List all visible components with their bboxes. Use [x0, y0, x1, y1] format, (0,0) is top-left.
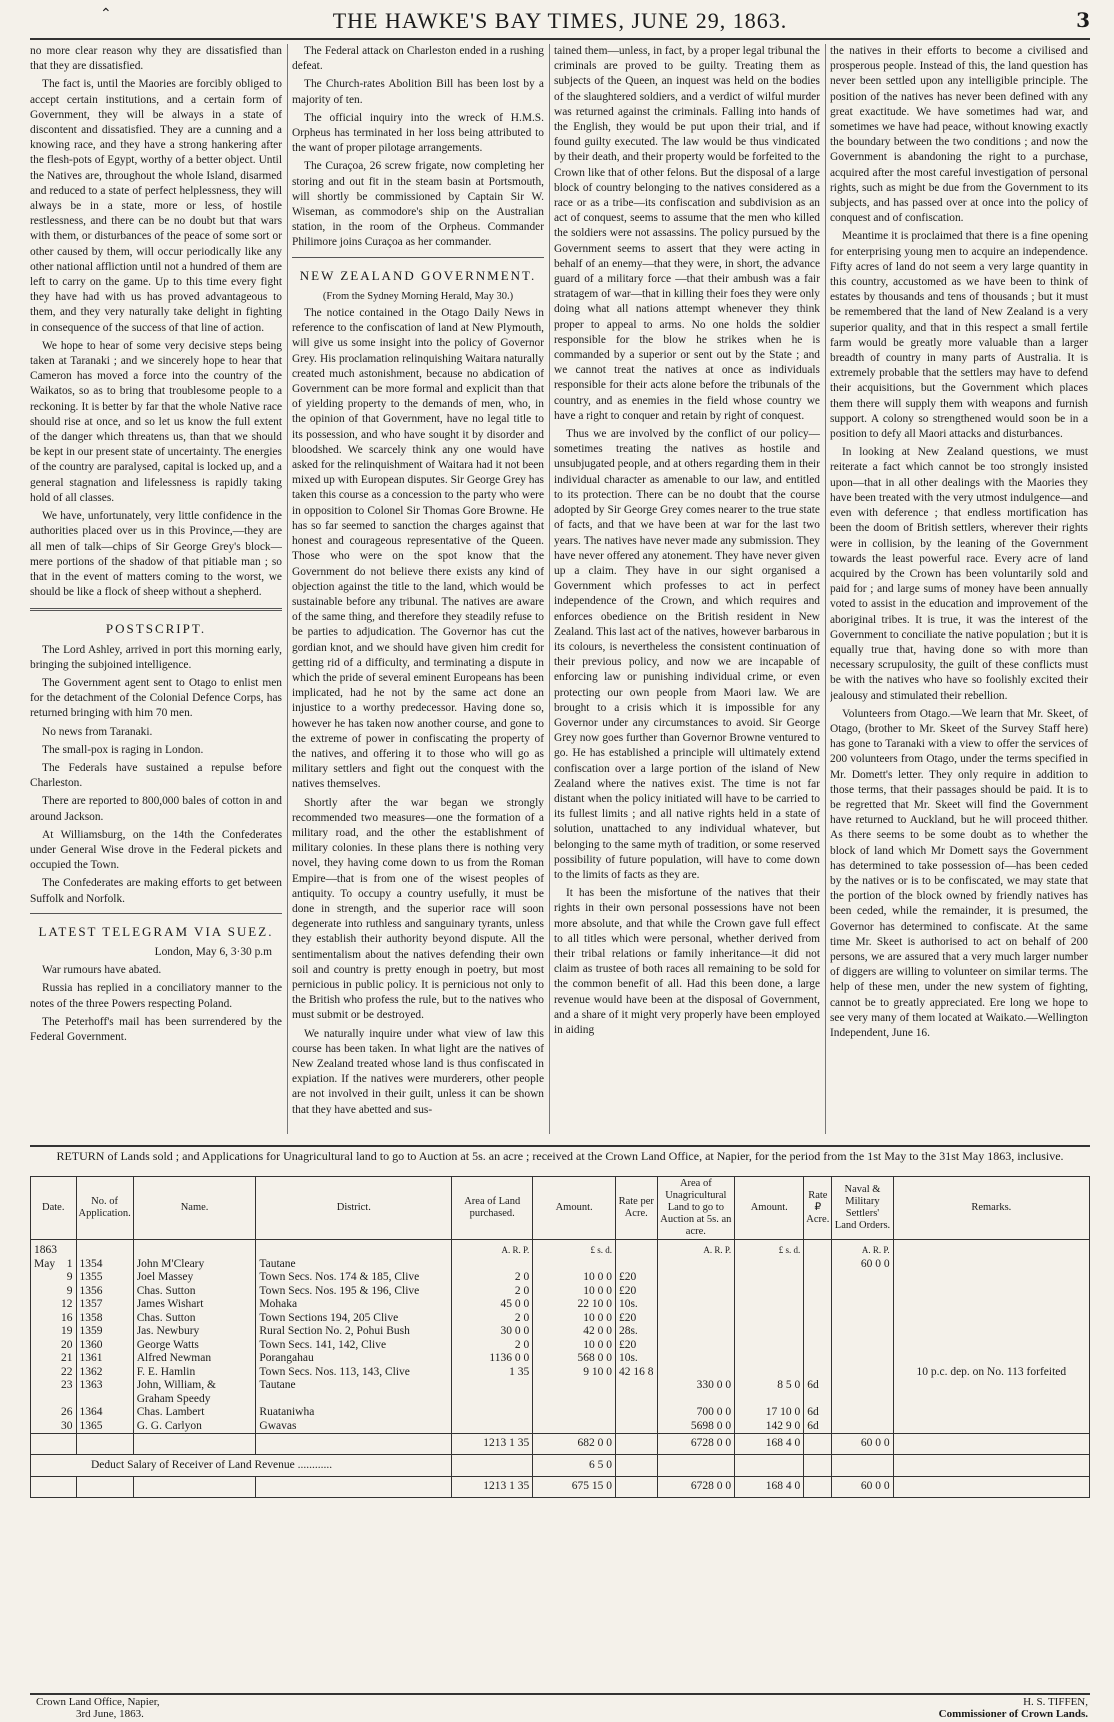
- cell-ua-amount: [735, 1271, 804, 1285]
- month-label: May: [34, 1257, 56, 1270]
- header-cell: Remarks.: [893, 1177, 1089, 1240]
- cell-ua-rate: [804, 1298, 832, 1312]
- telegram-heading: LATEST TELEGRAM VIA SUEZ.: [38, 923, 274, 939]
- column-1: [30, 44, 282, 1144]
- cell-district: Town Secs. 141, 142, Clive: [256, 1339, 452, 1353]
- cell-amount: 568 0 0: [533, 1352, 616, 1366]
- cell-ua-rate: 6d: [804, 1420, 832, 1434]
- cell-day: 21: [31, 1352, 77, 1366]
- cell-mil: [832, 1352, 893, 1366]
- cell-district: Ruataniwha: [256, 1406, 452, 1420]
- cell-ua-amount: [735, 1325, 804, 1339]
- cell-no: 1360: [76, 1339, 133, 1353]
- cell-ua-rate: [804, 1258, 832, 1272]
- units-cell: A. R. P.: [832, 1240, 893, 1258]
- cell-rem: [893, 1406, 1089, 1420]
- cell-district: Porangahau: [256, 1352, 452, 1366]
- cell-district: Rural Section No. 2, Pohui Bush: [256, 1325, 452, 1339]
- cell-name: Joel Massey: [133, 1271, 256, 1285]
- cell-day: [31, 1258, 77, 1272]
- cell-ua-amount: 142 9 0: [735, 1420, 804, 1434]
- table-header-row: [31, 1177, 1090, 1240]
- table-row: [31, 1379, 1090, 1406]
- cell-name: John M'Cleary: [133, 1258, 256, 1272]
- col3-paragraph: tained them—unless, in fact, by a proper legal tribunal the criminals are proved to be guilty. Treating them as subjects of the Queen, an inquest was held on the bodies of the slaughtered soldiers, and a verdict of wilful murder was returned against the criminals. Falling into hands of the English, they would be put upon their trial, and if found guilty executed. The law would be thus vindicated by their death, and their property would be forfeited to the Crown like that of other felons. But the disposal of a large block of country belonging to the natives considered as a race or as a tribe—its confiscation and subdivision as an act of conquest, seems to assume that the men who killed the soldiers were not assassins. The policy pursued by the Government seems to assert that they were acting in behalf of an enemy—that they were, in short, the advance guard of a military force —that their ambush was a fair stratagem of war—that in killing their foes they were only doing what all nations attempt whenever they think proper to appeal to arms. No one holds the soldier responsible for the blow he strikes when he is commanded by a superior or sent out by the State ; and we cannot treat the natives at once as individuals responsible for their acts alone before the tribunals of the country, and as enemies in the field whose country we have a right to conquer and retain by right of conquest.: [554, 45, 820, 422]
- cell-ua-rate: [804, 1339, 832, 1353]
- cell-ua-area: [657, 1339, 735, 1353]
- cell-mil: [832, 1406, 893, 1420]
- cell-area: 1 35: [452, 1366, 533, 1380]
- footer-office: [36, 1696, 160, 1720]
- header-cell: No. of Application.: [76, 1177, 133, 1240]
- cell-ua-amount: [735, 1258, 804, 1272]
- cell-amount: 9 10 0: [533, 1366, 616, 1380]
- telegram-item: Russia has replied in a conciliatory manner to the notes of the three Powers respecting Poland.: [30, 982, 282, 1010]
- cell-no: 1355: [76, 1271, 133, 1285]
- cell-ua-area: [657, 1325, 735, 1339]
- col2-paragraph: The official inquiry into the wreck of H.M.S. Orpheus has terminated in her loss being attributed to the want of proper pilotage arrangements.: [292, 111, 544, 155]
- office-date: 3rd June, 1863.: [76, 1708, 144, 1720]
- postscript-item: At Williamsburg, on the 14th the Confederates under General Wise drove in the Federal pickets and occupied the Town.: [30, 828, 282, 872]
- cell-rem: [893, 1420, 1089, 1434]
- column-3: [554, 44, 820, 1144]
- subtotal-row: [31, 1434, 1090, 1455]
- subtotal-ua-area: 6728 0 0: [657, 1434, 735, 1455]
- cell-area: 2 0: [452, 1285, 533, 1299]
- cell-ua-area: [657, 1298, 735, 1312]
- cell-no: 1357: [76, 1298, 133, 1312]
- cell-day: 20: [31, 1339, 77, 1353]
- cell-area: 30 0 0: [452, 1325, 533, 1339]
- cell-rem: [893, 1285, 1089, 1299]
- deduct-label: Deduct Salary of Receiver of Land Revenue ............: [31, 1454, 452, 1477]
- page-number: 3: [1076, 8, 1090, 32]
- table-row: [31, 1312, 1090, 1326]
- col3-paragraph: Thus we are involved by the conflict of our policy—sometimes treating the natives as hostile and unsubjugated people, and at others regarding them in their individual character as amenable to our law, and entitled to its protection. There can be no doubt that the course adopted by Sir George Grey comes nearer to the true state of facts, and that we have been at war for the last two years. The natives have never made any submission. They have never offered any atonement. They have never given up a claim. They have in our sight organised a Government which professes to act in perfect independence of the Crown, and which requires and enforces obedience on the British resident in New Zealand. This last act of the natives, however barbarous in its colours, is nevertheless the consistent continuation of their previous policy, and now we are incapable of enforcing law or punishing individual crime, or even protecting our own people from Maori law. We are brought to a crisis which it is impossible for any Governor under any circumstances to avoid. Sir George Grey now goes further than Governor Browne ventured to go. He has established a principle will ultimately extend confiscation over a large portion of the island of New Zealand where the natives exist. The time is not far distant when the policy initiated will have to be carried to its fullest limits ; and all native rights held in a state of solution, unattached to any individual whatever, but belonging to the same myth of tradition, or some reserved possibility of future population, will have to come down to the limits of facts as they are.: [554, 428, 820, 881]
- units-cell: A. R. P.: [657, 1240, 735, 1258]
- signatory-title: Commissioner of Crown Lands.: [938, 1708, 1088, 1720]
- cell-ua-area: 5698 0 0: [657, 1420, 735, 1434]
- cell-mil: [832, 1298, 893, 1312]
- cell-district: Town Secs. Nos. 195 & 196, Clive: [256, 1285, 452, 1299]
- cell-mil: [832, 1339, 893, 1353]
- header-cell: Amount.: [533, 1177, 616, 1240]
- cell-ua-rate: 6d: [804, 1406, 832, 1420]
- cell-district: Town Secs. Nos. 174 & 185, Clive: [256, 1271, 452, 1285]
- postscript-item: The Lord Ashley, arrived in port this morning early, bringing the subjoined intelligence.: [30, 643, 282, 671]
- cell-amount: 10 0 0: [533, 1312, 616, 1326]
- cell-name: Alfred Newman: [133, 1352, 256, 1366]
- col2-paragraph: We naturally inquire under what view of law this course has been taken. In what light are the natives of New Zealand treated whose land is thus confiscated in expiation. If the natives were murderers, other people are not involved in their guilt, unless it can be shown that they have abetted and sus-: [292, 1027, 544, 1116]
- total-area: 1213 1 35: [452, 1477, 533, 1498]
- divider: [292, 257, 544, 258]
- bottom-rule: [30, 1693, 1090, 1695]
- divider: [30, 608, 282, 611]
- cell-no: 1356: [76, 1285, 133, 1299]
- total-amount: 675 15 0: [533, 1477, 616, 1498]
- table-row: [31, 1258, 1090, 1272]
- cell-ua-area: [657, 1285, 735, 1299]
- cell-ua-area: [657, 1271, 735, 1285]
- masthead-mark: ⌃: [100, 6, 112, 22]
- cell-area: [452, 1406, 533, 1420]
- cell-day: 22: [31, 1366, 77, 1380]
- telegram-dateline: London, May 6, 3·30 p.m: [154, 945, 272, 958]
- subtotal-area: 1213 1 35: [452, 1434, 533, 1455]
- cell-ua-rate: [804, 1352, 832, 1366]
- cell-amount: 10 0 0: [533, 1285, 616, 1299]
- col1-paragraph: We hope to hear of some very decisive steps being taken at Taranaki ; and we sincerely hope to hear that Cameron has moved a force into the country of the Waikatos, so as to bring that troublesome people to a reckoning. It is better by far that the whole Native race should rise at once, and so let us know the full extent of the danger which threatens us, than that we should be kept in our present state of uncertainty. The energies of the country are paralysed, capital is locked up, and a general stagnation and lifelessness is rapidly taking hold of all classes.: [30, 339, 282, 504]
- col2-paragraph: The Federal attack on Charleston ended in a rushing defeat.: [292, 45, 544, 73]
- cell-area: 2 0: [452, 1339, 533, 1353]
- cell-no: 1362: [76, 1366, 133, 1380]
- cell-rem: [893, 1325, 1089, 1339]
- cell-no: 1364: [76, 1406, 133, 1420]
- cell-area: [452, 1379, 533, 1406]
- units-cell: A. R. P.: [452, 1240, 533, 1258]
- cell-no: 1365: [76, 1420, 133, 1434]
- header-cell: Rate per Acre.: [615, 1177, 657, 1240]
- cell-amount: 10 0 0: [533, 1339, 616, 1353]
- cell-name: Chas. Lambert: [133, 1406, 256, 1420]
- postscript-item: The Federals have sustained a repulse before Charleston.: [30, 761, 282, 790]
- cell-name: Chas. Sutton: [133, 1285, 256, 1299]
- cell-rate: £20: [615, 1312, 657, 1326]
- cell-no: 1361: [76, 1352, 133, 1366]
- cell-mil: [832, 1285, 893, 1299]
- cell-amount: 22 10 0: [533, 1298, 616, 1312]
- cell-ua-rate: [804, 1285, 832, 1299]
- cell-rate: [615, 1258, 657, 1272]
- cell-ua-amount: [735, 1352, 804, 1366]
- header-cell: Rate ₽ Acre.: [804, 1177, 832, 1240]
- cell-name: John, William, & Graham Speedy: [133, 1379, 256, 1406]
- day-value: 1: [66, 1257, 73, 1270]
- cell-name: G. G. Carlyon: [133, 1420, 256, 1434]
- cell-day: 26: [31, 1406, 77, 1420]
- cell-ua-area: [657, 1366, 735, 1380]
- cell-ua-amount: [735, 1312, 804, 1326]
- postscript-item: There are reported to 800,000 bales of cotton in and around Jackson.: [30, 795, 282, 823]
- cell-day: 9: [31, 1271, 77, 1285]
- cell-amount: [533, 1420, 616, 1434]
- deduct-row: [31, 1454, 1090, 1477]
- total-ua-area: 6728 0 0: [657, 1477, 735, 1498]
- col1-paragraph: The fact is, until the Maories are forcibly obliged to accept certain institutions, and a certain form of Government, they will be always in a state of discontent and dissatisfied. They are a cunning and a knowing race, and they have a strong hankering after the flesh-pots of Egypt, worthy of a better object. Until the Natives are, throughout the whole Island, disarmed and reduced to a state of perfect helplessness, they will always be in a state, more or less, of hostile restlessness, and there can be no doubt but that wars with them, or disturbances of the peace of some sort or other caused by them, will occur periodically like any other national affliction until not a hundred of them are left to carry on the game. Up to this time every fight they have had with us has proved advantageous to them, and they very naturally take delight in fighting in consequence of the success of that line of action.: [30, 78, 282, 334]
- cell-ua-amount: 8 5 0: [735, 1379, 804, 1406]
- table-row: [31, 1285, 1090, 1299]
- cell-rem: [893, 1258, 1089, 1272]
- col2-paragraph: The Curaçoa, 26 screw frigate, now completing her storing and out fit in the steam basin at Portsmouth, will shortly be commissioned by Captain Sir W. Wiseman, as commodore's ship on the Australian station, in the room of the Orpheus. Commander Philimore joins Curaçoa as her commander.: [292, 160, 544, 249]
- cell-area: 45 0 0: [452, 1298, 533, 1312]
- cell-amount: [533, 1258, 616, 1272]
- return-title: RETURN of Lands sold ; and Applications for Unagricultural land to go to Auction at 5s. an acre ; received at the Crown Land Office, at Napier, for the period from the 1st May to the 31st May 1863, inclusive.: [30, 1145, 1090, 1163]
- cell-day: 16: [31, 1312, 77, 1326]
- col2-paragraph: The Church-rates Abolition Bill has been lost by a majority of ten.: [292, 78, 544, 106]
- subtotal-ua-amount: 168 4 0: [735, 1434, 804, 1455]
- cell-rem: [893, 1298, 1089, 1312]
- cell-ua-area: [657, 1312, 735, 1326]
- column-rule: [825, 44, 826, 1134]
- postscript-heading: POSTSCRIPT.: [105, 621, 207, 637]
- col2-paragraph: The notice contained in the Otago Daily News in reference to the confiscation of land at New Plymouth, will give us some insight into the policy of Governor Grey. His proclamation relinquishing Waitara naturally created much astonishment, because no abdication of Government can be more formal and explicit than that of yielding property to the demands of men, who, in the opinion of that Government, have no legal title to its possession, and who have sought it by disorder and bloodshed. We scarcely think any one would have asked for the relinquishment of Waitara had it not been mixed up with European disputes. Sir George Grey has taken this course as a concession to the party who were in opposition to Colonel Sir Thomas Gore Browne. He has so far seemed to sanction the charges against that honest and courageous representative of the Queen. Those who were on the spot know that the Government do not believe there exists any kind of objection against the title to the land, which would be sustainable before any tribunal. The natives are aware of the same thing, and therefore they steadily refuse to be parties to adjudication. The Governor has cut the gordian knot, and we should have given him credit for getting rid of a difficulty, and terminating a dispute in which the pride of several eminent Europeans has been implicated, had he not by the same act done an injustice to a worthy predecessor. Having done so, however he has taken now another course, and gone to the extreme of power in confiscating the property of the natives, and offering it to those who will go as military settlers and fight out the conquest with the natives themselves.: [292, 307, 544, 791]
- cell-mil: [832, 1312, 893, 1326]
- cell-day: 9: [31, 1285, 77, 1299]
- masthead: [30, 6, 1090, 36]
- nz-government-heading: NEW ZEALAND GOVERNMENT.: [299, 267, 537, 283]
- cell-rem: [893, 1312, 1089, 1326]
- header-cell: Name.: [133, 1177, 256, 1240]
- cell-rate: [615, 1420, 657, 1434]
- cell-day: 23: [31, 1379, 77, 1406]
- deduct-amount: 6 5 0: [533, 1454, 616, 1477]
- cell-ua-area: 330 0 0: [657, 1379, 735, 1406]
- cell-amount: 10 0 0: [533, 1271, 616, 1285]
- cell-amount: [533, 1406, 616, 1420]
- cell-district: Tautane: [256, 1379, 452, 1406]
- col4-paragraph: Meantime it is proclaimed that there is a fine opening for enterprising young men to acquire an independence. Fifty acres of land do not seem a very large quantity in this country, accustomed as we have been to think of estates by thousands and tens of thousands ; but it must be remembered that the land of New Zealand is a very superior quality, and that in this respect a small fertile farm would be greatly more valuable than a larger breadth of country in many parts of Australia. It is extremely probable that the settlers may have to defend their acquisitions, but the Government which places them there will supply them with weapons and furnish support. A colony so strengthened would soon be in a position to defy all Maori attacks and disturbances.: [830, 230, 1088, 441]
- header-cell: Area of Land purchased.: [452, 1177, 533, 1240]
- table-row: [31, 1339, 1090, 1353]
- cell-rate: 42 16 8: [615, 1366, 657, 1380]
- cell-ua-amount: [735, 1285, 804, 1299]
- cell-ua-area: [657, 1352, 735, 1366]
- table-row: [31, 1352, 1090, 1366]
- cell-rate: [615, 1379, 657, 1406]
- cell-district: Town Sections 194, 205 Clive: [256, 1312, 452, 1326]
- year-cell: 1863: [31, 1240, 77, 1258]
- cell-amount: [533, 1379, 616, 1406]
- col4-paragraph: Volunteers from Otago.—We learn that Mr. Skeet, of Otago, (brother to Mr. Skeet of the Survey Staff here) has gone to Taranaki with a view to offer the services of 200 volunteers from Otago, under the terms specified in Mr. Domett's letter. They only require in addition to those terms, that their passages should be paid. It is to be regretted that Mr. Skeet will find the Government have returned to Auckland, but he will proceed thither. As there seems to be some doubt as to whether the block of land which Mr Domett says the Government has determined to take possession of—has been ceded by the natives or is to be confiscated, we may state that the portion of the block owned by friendly natives has been ceded, while the remainder, it is presumed, the Governor has determined to confiscate. At the same time Mr. Skeet is authorised to act on behalf of 200 persons, we are assured that a very much larger number of diggers are willing to volunteer on similar terms. The help of these men, under the new system of fighting, cannot be to greatly appreciated. Ere long we hope to see very many of them located at Waikato.—Wellington Independent, June 16.: [830, 707, 1088, 1039]
- column-4: [830, 44, 1088, 1144]
- cell-ua-area: 700 0 0: [657, 1406, 735, 1420]
- cell-ua-rate: [804, 1271, 832, 1285]
- telegram-item: The Peterhoff's mail has been surrendered by the Federal Government.: [30, 1015, 282, 1043]
- col2-paragraph: Shortly after the war began we strongly recommended two measures—one the formation of a military road, and the other the establishment of military colonies. In these plans there is nothing very novel, they having come down to us from the Roman Empire—that is from one of the wisest peoples of antiquity. To occupy a country usefully, it must be done in strength, and the superior race will soon degenerate into ruthless and sanguinary tyrants, unless they establish their authority beyond dispute. All the sentimentalism about the natives defending their own soil and country is pretty enough in poetry, but most pernicious in public policy. It is pernicious not only to the British who profess the rule, but to the natives who must submit or be destroyed.: [292, 796, 544, 1022]
- column-rule: [549, 44, 550, 1134]
- header-cell: Area of Unagricultural Land to go to Auction at 5s. an acre.: [657, 1177, 735, 1240]
- cell-ua-amount: [735, 1298, 804, 1312]
- cell-name: F. E. Hamlin: [133, 1366, 256, 1380]
- units-cell: £ s. d.: [735, 1240, 804, 1258]
- cell-ua-amount: [735, 1366, 804, 1380]
- cell-name: Jas. Newbury: [133, 1325, 256, 1339]
- col3-paragraph: It has been the misfortune of the natives that their rights in their own personal possessions have not been more absolute, and that while the Crown gave full effect to all titles which were personal, whether derived from their tribal relations or family inheritance—it did not claim as trustee of both races all remaining to be sold for the common benefit of all. Had this been done, a large revenue would have been at the disposal of Government, and a share of it might very properly have been employed in aiding: [554, 887, 820, 1036]
- cell-rem: [893, 1379, 1089, 1406]
- cell-no: 1354: [76, 1258, 133, 1272]
- return-table: [30, 1176, 1090, 1498]
- cell-mil: [832, 1325, 893, 1339]
- cell-district: Gwavas: [256, 1420, 452, 1434]
- article-source: (From the Sydney Morning Herald, May 30.): [322, 290, 514, 302]
- subtotal-mil: 60 0 0: [832, 1434, 893, 1455]
- divider: [30, 913, 282, 914]
- cell-rate: [615, 1406, 657, 1420]
- col1-paragraph: no more clear reason why they are dissatisfied than that they are dissatisfied.: [30, 45, 282, 73]
- header-cell: Date.: [31, 1177, 77, 1240]
- cell-area: 1136 0 0: [452, 1352, 533, 1366]
- cell-day: 30: [31, 1420, 77, 1434]
- cell-area: [452, 1420, 533, 1434]
- column-rule: [287, 44, 288, 1134]
- cell-ua-rate: [804, 1312, 832, 1326]
- table-row: [31, 1406, 1090, 1420]
- total-mil: 60 0 0: [832, 1477, 893, 1498]
- cell-day: 19: [31, 1325, 77, 1339]
- cell-name: George Watts: [133, 1339, 256, 1353]
- postscript-item: The small-pox is raging in London.: [42, 743, 204, 756]
- column-2: [292, 44, 544, 1144]
- table-row: [31, 1325, 1090, 1339]
- cell-ua-amount: [735, 1339, 804, 1353]
- telegram-item: War rumours have abated.: [42, 964, 162, 977]
- cell-mil: 60 0 0: [832, 1258, 893, 1272]
- header-cell: District.: [256, 1177, 452, 1240]
- cell-area: 2 0: [452, 1271, 533, 1285]
- cell-rate: 10s.: [615, 1298, 657, 1312]
- cell-area: 2 0: [452, 1312, 533, 1326]
- cell-day: 12: [31, 1298, 77, 1312]
- postscript-item: The Confederates are making efforts to get between Suffolk and Norfolk.: [30, 877, 282, 905]
- cell-rate: £20: [615, 1339, 657, 1353]
- cell-ua-rate: [804, 1325, 832, 1339]
- cell-mil: [832, 1366, 893, 1380]
- cell-district: Tautane: [256, 1258, 452, 1272]
- units-cell: £ s. d.: [533, 1240, 616, 1258]
- table-row: [31, 1420, 1090, 1434]
- table-row: [31, 1298, 1090, 1312]
- col4-paragraph: In looking at New Zealand questions, we must reiterate a fact which cannot be too strongly insisted upon—that in all other dealings with the Maories they have been treated with the very utmost indulgence—and even with deference ; that endless mortification has been the doom of British settlers, wherever their rights were in collision, by the leaning of the Government towards the least powerful race. Every acre of land acquired by the Crown has been voluntarily sold and paid for ; and large sums of money have been annually voted to assist in the education and improvement of the aboriginal tribes. It is true, it was the interest of the Government to conciliate the native population ; but it is equally true that, having done so with more than necessary scrupulosity, the guilt of these conflicts must be with the natives who have so foolishly excited their jealousy and stimulated their rebellion.: [830, 446, 1088, 702]
- postscript-item: No news from Taranaki.: [42, 725, 153, 738]
- cell-district: Mohaka: [256, 1298, 452, 1312]
- header-cell: Amount.: [735, 1177, 804, 1240]
- col4-paragraph: the natives in their efforts to become a civilised and prosperous people. Instead of this, the land question has never been settled upon any intelligible principle. The position of the natives has never been defined with any great exactitude. We have sometimes had war, and sometimes we have had peace, without knowing exactly the boundary between the two conditions ; and now the Government is abandoning the right to a purchase, acquired after the most careful investigation of personal rights, such as might be due from the Government to its subjects, and has passed over at once into the policy of conquest and of confiscation.: [830, 45, 1088, 225]
- footer-signature: [939, 1696, 1088, 1720]
- postscript-item: The Government agent sent to Otago to enlist men for the detachment of the Colonial Defence Corps, has returned bringing with him 70 men.: [30, 676, 282, 720]
- cell-ua-rate: 6d: [804, 1379, 832, 1406]
- col1-paragraph: We have, unfortunately, very little confidence in the authorities placed over us in this Province,—they are all men of talk—chips of Sir George Grey's block—mere portions of the shadow of that pitiable man ; so that in the event of matters coming to the worst, we should be like a flock of sheep without a shepherd.: [30, 510, 282, 599]
- cell-rem: [893, 1339, 1089, 1353]
- table-row: [31, 1366, 1090, 1380]
- cell-rate: 10s.: [615, 1352, 657, 1366]
- newspaper-title: THE HAWKE'S BAY TIMES, JUNE 29, 1863.: [332, 8, 788, 33]
- cell-rate: £20: [615, 1285, 657, 1299]
- cell-area: [452, 1258, 533, 1272]
- cell-rate: 28s.: [615, 1325, 657, 1339]
- cell-rate: £20: [615, 1271, 657, 1285]
- cell-rem: 10 p.c. dep. on No. 113 forfeited: [893, 1366, 1089, 1380]
- cell-no: 1358: [76, 1312, 133, 1326]
- cell-ua-amount: 17 10 0: [735, 1406, 804, 1420]
- cell-no: 1359: [76, 1325, 133, 1339]
- total-row: [31, 1477, 1090, 1498]
- cell-name: James Wishart: [133, 1298, 256, 1312]
- cell-no: 1363: [76, 1379, 133, 1406]
- cell-ua-area: [657, 1258, 735, 1272]
- units-row: [31, 1240, 1090, 1258]
- cell-mil: [832, 1271, 893, 1285]
- top-rule: [30, 38, 1090, 40]
- office-line: Crown Land Office, Napier,: [36, 1696, 160, 1708]
- cell-district: Town Secs. Nos. 113, 143, Clive: [256, 1366, 452, 1380]
- signatory-name: H. S. TIFFEN,: [1023, 1696, 1088, 1708]
- header-cell: Naval & Military Settlers' Land Orders.: [832, 1177, 893, 1240]
- cell-mil: [832, 1379, 893, 1406]
- cell-amount: 42 0 0: [533, 1325, 616, 1339]
- cell-mil: [832, 1420, 893, 1434]
- cell-ua-rate: [804, 1366, 832, 1380]
- cell-rem: [893, 1271, 1089, 1285]
- cell-name: Chas. Sutton: [133, 1312, 256, 1326]
- total-ua-amount: 168 4 0: [735, 1477, 804, 1498]
- cell-rem: [893, 1352, 1089, 1366]
- subtotal-amount: 682 0 0: [533, 1434, 616, 1455]
- table-row: [31, 1271, 1090, 1285]
